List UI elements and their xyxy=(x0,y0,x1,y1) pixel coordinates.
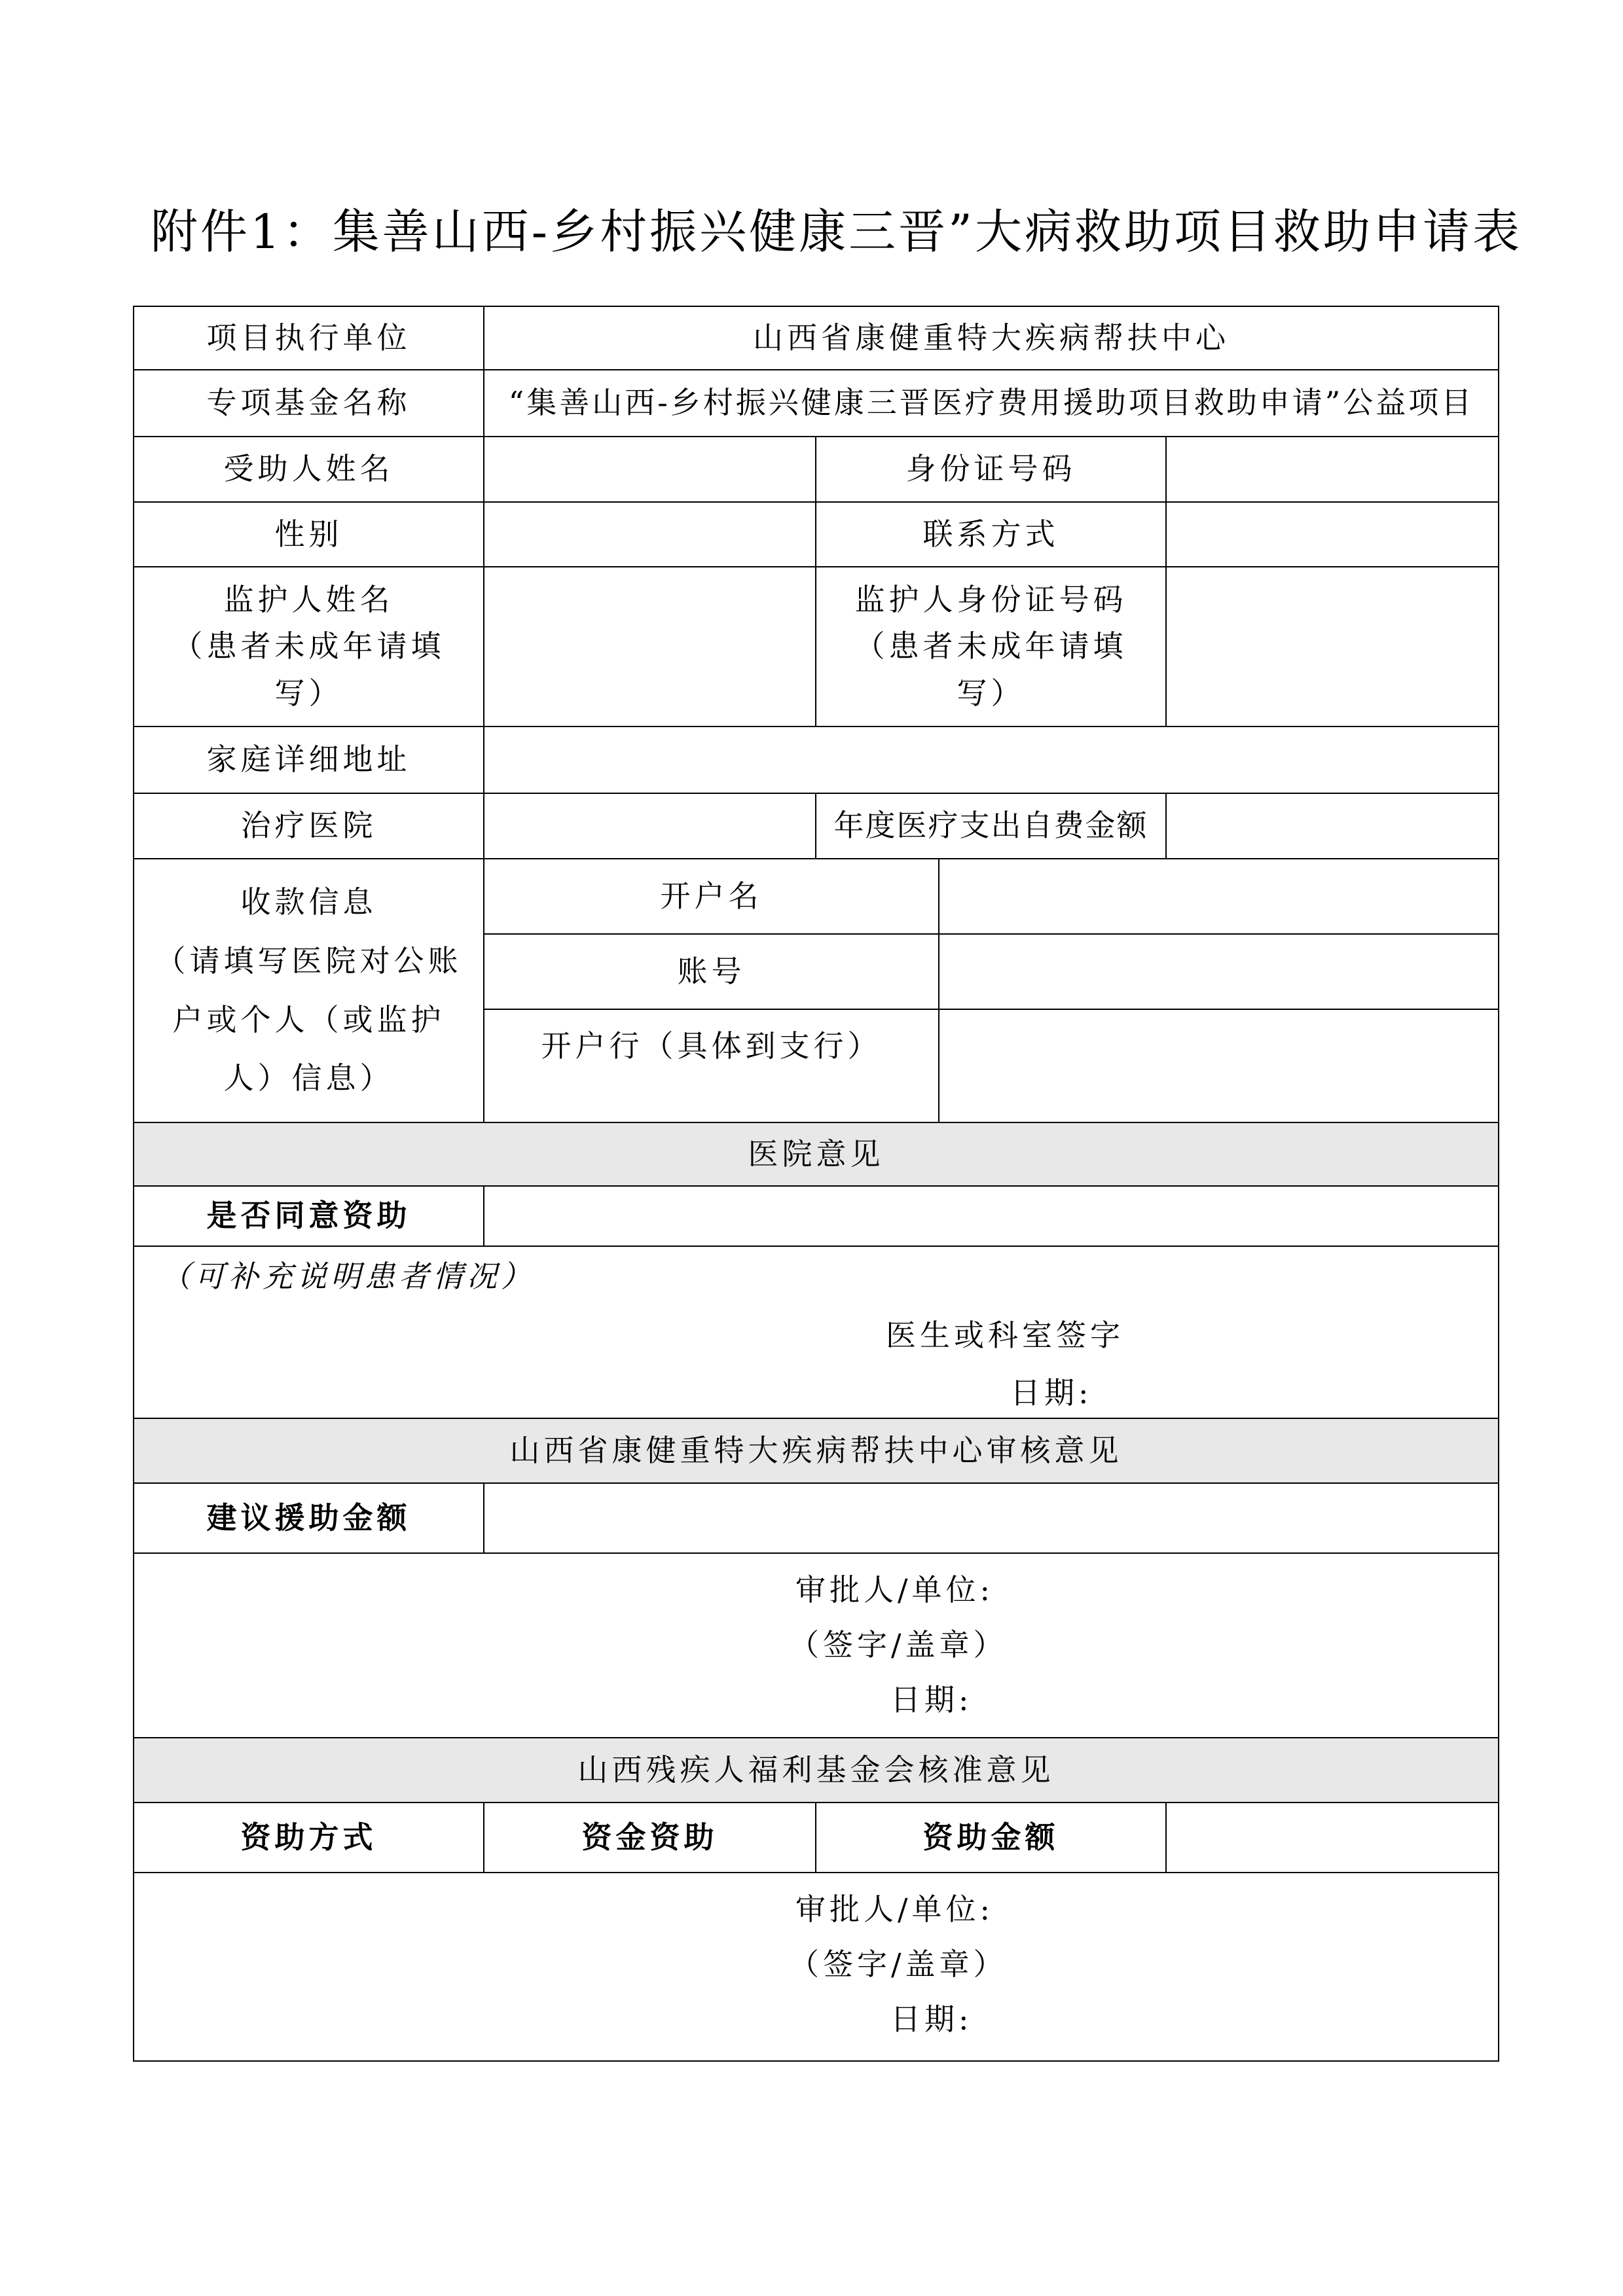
funding-amount-label: 资助金额 xyxy=(815,1802,1167,1873)
payment-info-label-cell xyxy=(133,858,484,1123)
funding-amount-input[interactable] xyxy=(1165,1802,1499,1873)
bank-input[interactable] xyxy=(938,1009,1499,1123)
center-date-label: 日期: xyxy=(890,1682,973,1717)
agree-input[interactable] xyxy=(483,1185,1499,1247)
exec-unit-label: 项目执行单位 xyxy=(133,306,484,370)
annual-expense-input[interactable] xyxy=(1165,793,1499,859)
application-form xyxy=(133,306,1499,2081)
guardian-name-input[interactable] xyxy=(483,566,816,727)
funding-method-value: 资金资助 xyxy=(483,1802,816,1873)
fund-date-label: 日期: xyxy=(890,2001,973,2037)
recipient-name-input[interactable] xyxy=(483,436,816,503)
hospital-opinion-header: 医院意见 xyxy=(133,1122,1499,1187)
suggested-amount-label: 建议援助金额 xyxy=(133,1482,484,1554)
address-input[interactable] xyxy=(483,726,1499,794)
hospital-input[interactable] xyxy=(483,793,816,859)
bank-label: 开户行（具体到支行） xyxy=(483,1009,939,1123)
guardian-name-label-cell xyxy=(133,566,484,727)
guardian-name-note-2: 写） xyxy=(274,675,343,711)
guardian-id-note: （患者未成年请填 xyxy=(854,628,1127,664)
payment-note-3: 人）信息） xyxy=(223,1060,394,1096)
hospital-note: （可补充说明患者情况） xyxy=(160,1259,535,1294)
guardian-name-label: 监护人姓名 xyxy=(223,582,394,618)
account-name-label: 开户名 xyxy=(483,858,939,935)
account-number-input[interactable] xyxy=(938,933,1499,1010)
fund-sign-stamp-label: （签字/盖章） xyxy=(789,1946,1008,1982)
contact-label: 联系方式 xyxy=(815,501,1167,567)
doctor-signature-label: 医生或科室签字 xyxy=(886,1318,1124,1353)
account-name-input[interactable] xyxy=(938,858,1499,935)
id-number-label: 身份证号码 xyxy=(815,436,1167,503)
guardian-id-note-2: 写） xyxy=(957,675,1025,711)
center-sign-stamp-label: （签字/盖章） xyxy=(789,1627,1008,1662)
guardian-id-input[interactable] xyxy=(1165,566,1499,727)
gender-input[interactable] xyxy=(483,501,816,567)
page-title: 附件1：集善山西-乡村振兴健康三晋”大病救助项目救助申请表 xyxy=(151,204,1522,259)
center-review-header: 山西省康健重特大疾病帮扶中心审核意见 xyxy=(133,1418,1499,1484)
exec-unit-value: 山西省康健重特大疾病帮扶中心 xyxy=(483,306,1499,370)
address-label: 家庭详细地址 xyxy=(133,726,484,794)
fund-name-value: “集善山西-乡村振兴健康三晋医疗费用援助项目救助申请”公益项目 xyxy=(483,369,1499,437)
contact-input[interactable] xyxy=(1165,501,1499,567)
hospital-date-label: 日期: xyxy=(1010,1375,1093,1410)
gender-label: 性别 xyxy=(133,501,484,567)
center-approval-block[interactable] xyxy=(133,1552,1499,1738)
fund-approval-block[interactable] xyxy=(133,1872,1499,2062)
hospital-label: 治疗医院 xyxy=(133,793,484,859)
guardian-id-label: 监护人身份证号码 xyxy=(854,582,1127,618)
hospital-notes-block[interactable] xyxy=(133,1246,1499,1419)
suggested-amount-input[interactable] xyxy=(483,1482,1499,1554)
annual-expense-label: 年度医疗支出自费金额 xyxy=(815,793,1167,859)
fund-name-label: 专项基金名称 xyxy=(133,369,484,437)
guardian-name-note: （患者未成年请填 xyxy=(172,628,445,664)
agree-label: 是否同意资助 xyxy=(133,1185,484,1247)
guardian-id-label-cell xyxy=(815,566,1167,727)
funding-method-label: 资助方式 xyxy=(133,1802,484,1873)
payment-note-1: （请填写医院对公账 xyxy=(155,942,462,978)
recipient-name-label: 受助人姓名 xyxy=(133,436,484,503)
fund-approval-header: 山西残疾人福利基金会核准意见 xyxy=(133,1737,1499,1803)
id-number-input[interactable] xyxy=(1165,436,1499,503)
center-approver-label: 审批人/单位: xyxy=(795,1572,994,1607)
account-number-label: 账号 xyxy=(483,933,939,1010)
payment-label: 收款信息 xyxy=(240,884,377,920)
fund-approver-label: 审批人/单位: xyxy=(795,1892,994,1927)
payment-note-2: 户或个人（或监护 xyxy=(172,1001,445,1037)
